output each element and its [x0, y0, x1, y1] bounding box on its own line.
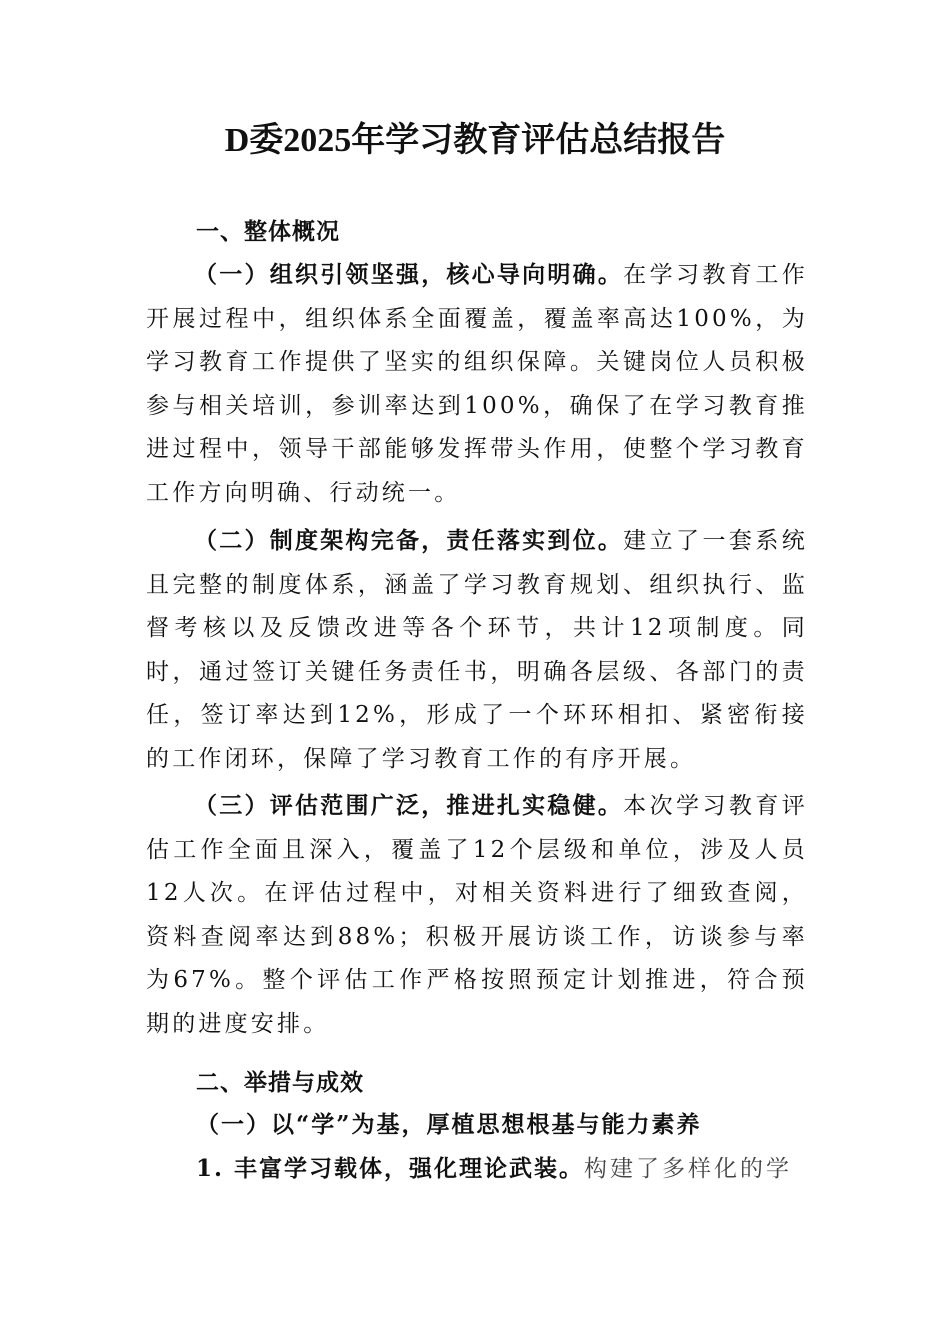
paragraph-organization	[146, 253, 808, 515]
paragraph-system	[146, 519, 808, 781]
section-heading-measures: 二、举措与成效	[196, 1070, 364, 1096]
paragraph-body: 建立了一套系统且完整的制度体系，涵盖了学习教育规划、组织执行、监督考核以及反馈改进等各个环节，共计12项制度。同时，通过签订关键任务责任书，明确各层级、各部门的责任，签订率达到12%，形成了一个环环相扣、紧密衔接的工作闭环，保障了学习教育工作的有序开展。	[146, 528, 809, 772]
paragraph-lead: （二）制度架构完备，责任落实到位。	[194, 527, 624, 554]
item-body: 构建了多样化的学	[584, 1156, 793, 1182]
paragraph-evaluation-scope	[146, 784, 808, 1046]
section-heading-overview: 一、整体概况	[196, 219, 340, 245]
paragraph-lead: （一）组织引领坚强，核心导向明确。	[194, 261, 624, 288]
paragraph-lead: （三）评估范围广泛，推进扎实稳健。	[194, 792, 624, 819]
paragraph-body: 在学习教育工作开展过程中，组织体系全面覆盖，覆盖率高达100%，为学习教育工作提供了坚实的组织保障。关键岗位人员积极参与相关培训，参训率达到100%，确保了在学习教育推进过程中，领导干部能够发挥带头作用，使整个学习教育工作方向明确、行动统一。	[146, 262, 809, 506]
subsection-heading-learning: （一）以“学”为基，厚植思想根基与能力素养	[196, 1111, 702, 1138]
paragraph-body: 本次学习教育评估工作全面且深入，覆盖了12个层级和单位，涉及人员12人次。在评估过程中，对相关资料进行了细致查阅，资料查阅率达到88%；积极开展访谈工作，访谈参与率为67%。整个评估工作严格按照预定计划推进，符合预期的进度安排。	[146, 793, 809, 1037]
list-item-learning-carriers	[196, 1150, 808, 1183]
document-title: D委2025年学习教育评估总结报告	[224, 122, 726, 159]
item-lead: 1. 丰富学习载体，强化理论武装。	[196, 1155, 585, 1182]
